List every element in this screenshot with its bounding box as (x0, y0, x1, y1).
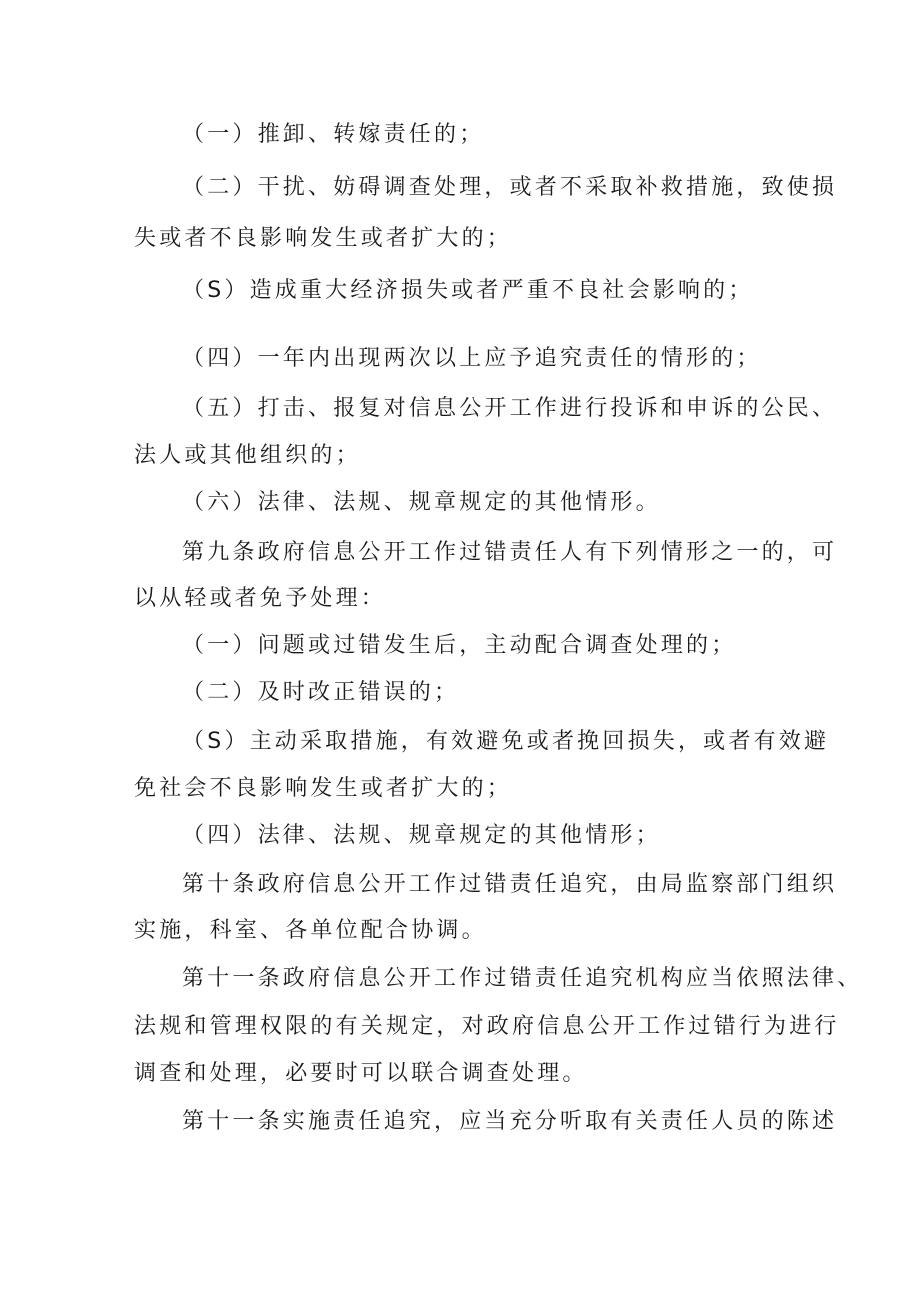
text-line: 第十一条实施责任追究，应当充分听取有关责任人员的陈述 (182, 1109, 838, 1134)
text-line: 第十一条政府信息公开工作过错责任追究机构应当依照法律、 (182, 966, 863, 991)
text-line: 实施，科室、各单位配合协调。 (134, 918, 487, 943)
text-line: （二）及时改正错误的； (182, 680, 460, 705)
text-line: （五）打击、报复对信息公开工作进行投诉和申诉的公民、 (182, 396, 838, 421)
text-line: （一）问题或过错发生后，主动配合调查处理的； (182, 633, 737, 658)
text-line: （S）主动采取措施，有效避免或者挽回损失，或者有效避 (182, 729, 830, 754)
text-line: （S）造成重大经济损失或者严重不良社会影响的； (182, 278, 754, 303)
text-line: （六）法律、法规、规章规定的其他情形。 (182, 490, 661, 515)
text-line: 第九条政府信息公开工作过错责任人有下列情形之一的，可 (182, 540, 838, 565)
text-line: 失或者不良影响发生或者扩大的； (134, 226, 513, 251)
text-line: 调查和处理，必要时可以联合调查处理。 (134, 1061, 588, 1086)
text-line: 法人或其他组织的； (134, 443, 361, 468)
text-line: （四）法律、法规、规章规定的其他情形； (182, 823, 661, 848)
text-line: 法规和管理权限的有关规定，对政府信息公开工作过错行为进行 (134, 1014, 840, 1039)
text-line: 以从轻或者免予处理： (134, 586, 387, 611)
text-line: （二）干扰、妨碍调查处理，或者不采取补救措施，致使损 (182, 175, 838, 200)
text-line: 免社会不良影响发生或者扩大的； (134, 776, 513, 801)
text-line: （四）一年内出现两次以上应予追究责任的情形的； (182, 346, 762, 371)
text-line: （一）推卸、转嫁责任的； (182, 122, 485, 147)
text-line: 第十条政府信息公开工作过错责任追究，由局监察部门组织 (182, 872, 838, 897)
